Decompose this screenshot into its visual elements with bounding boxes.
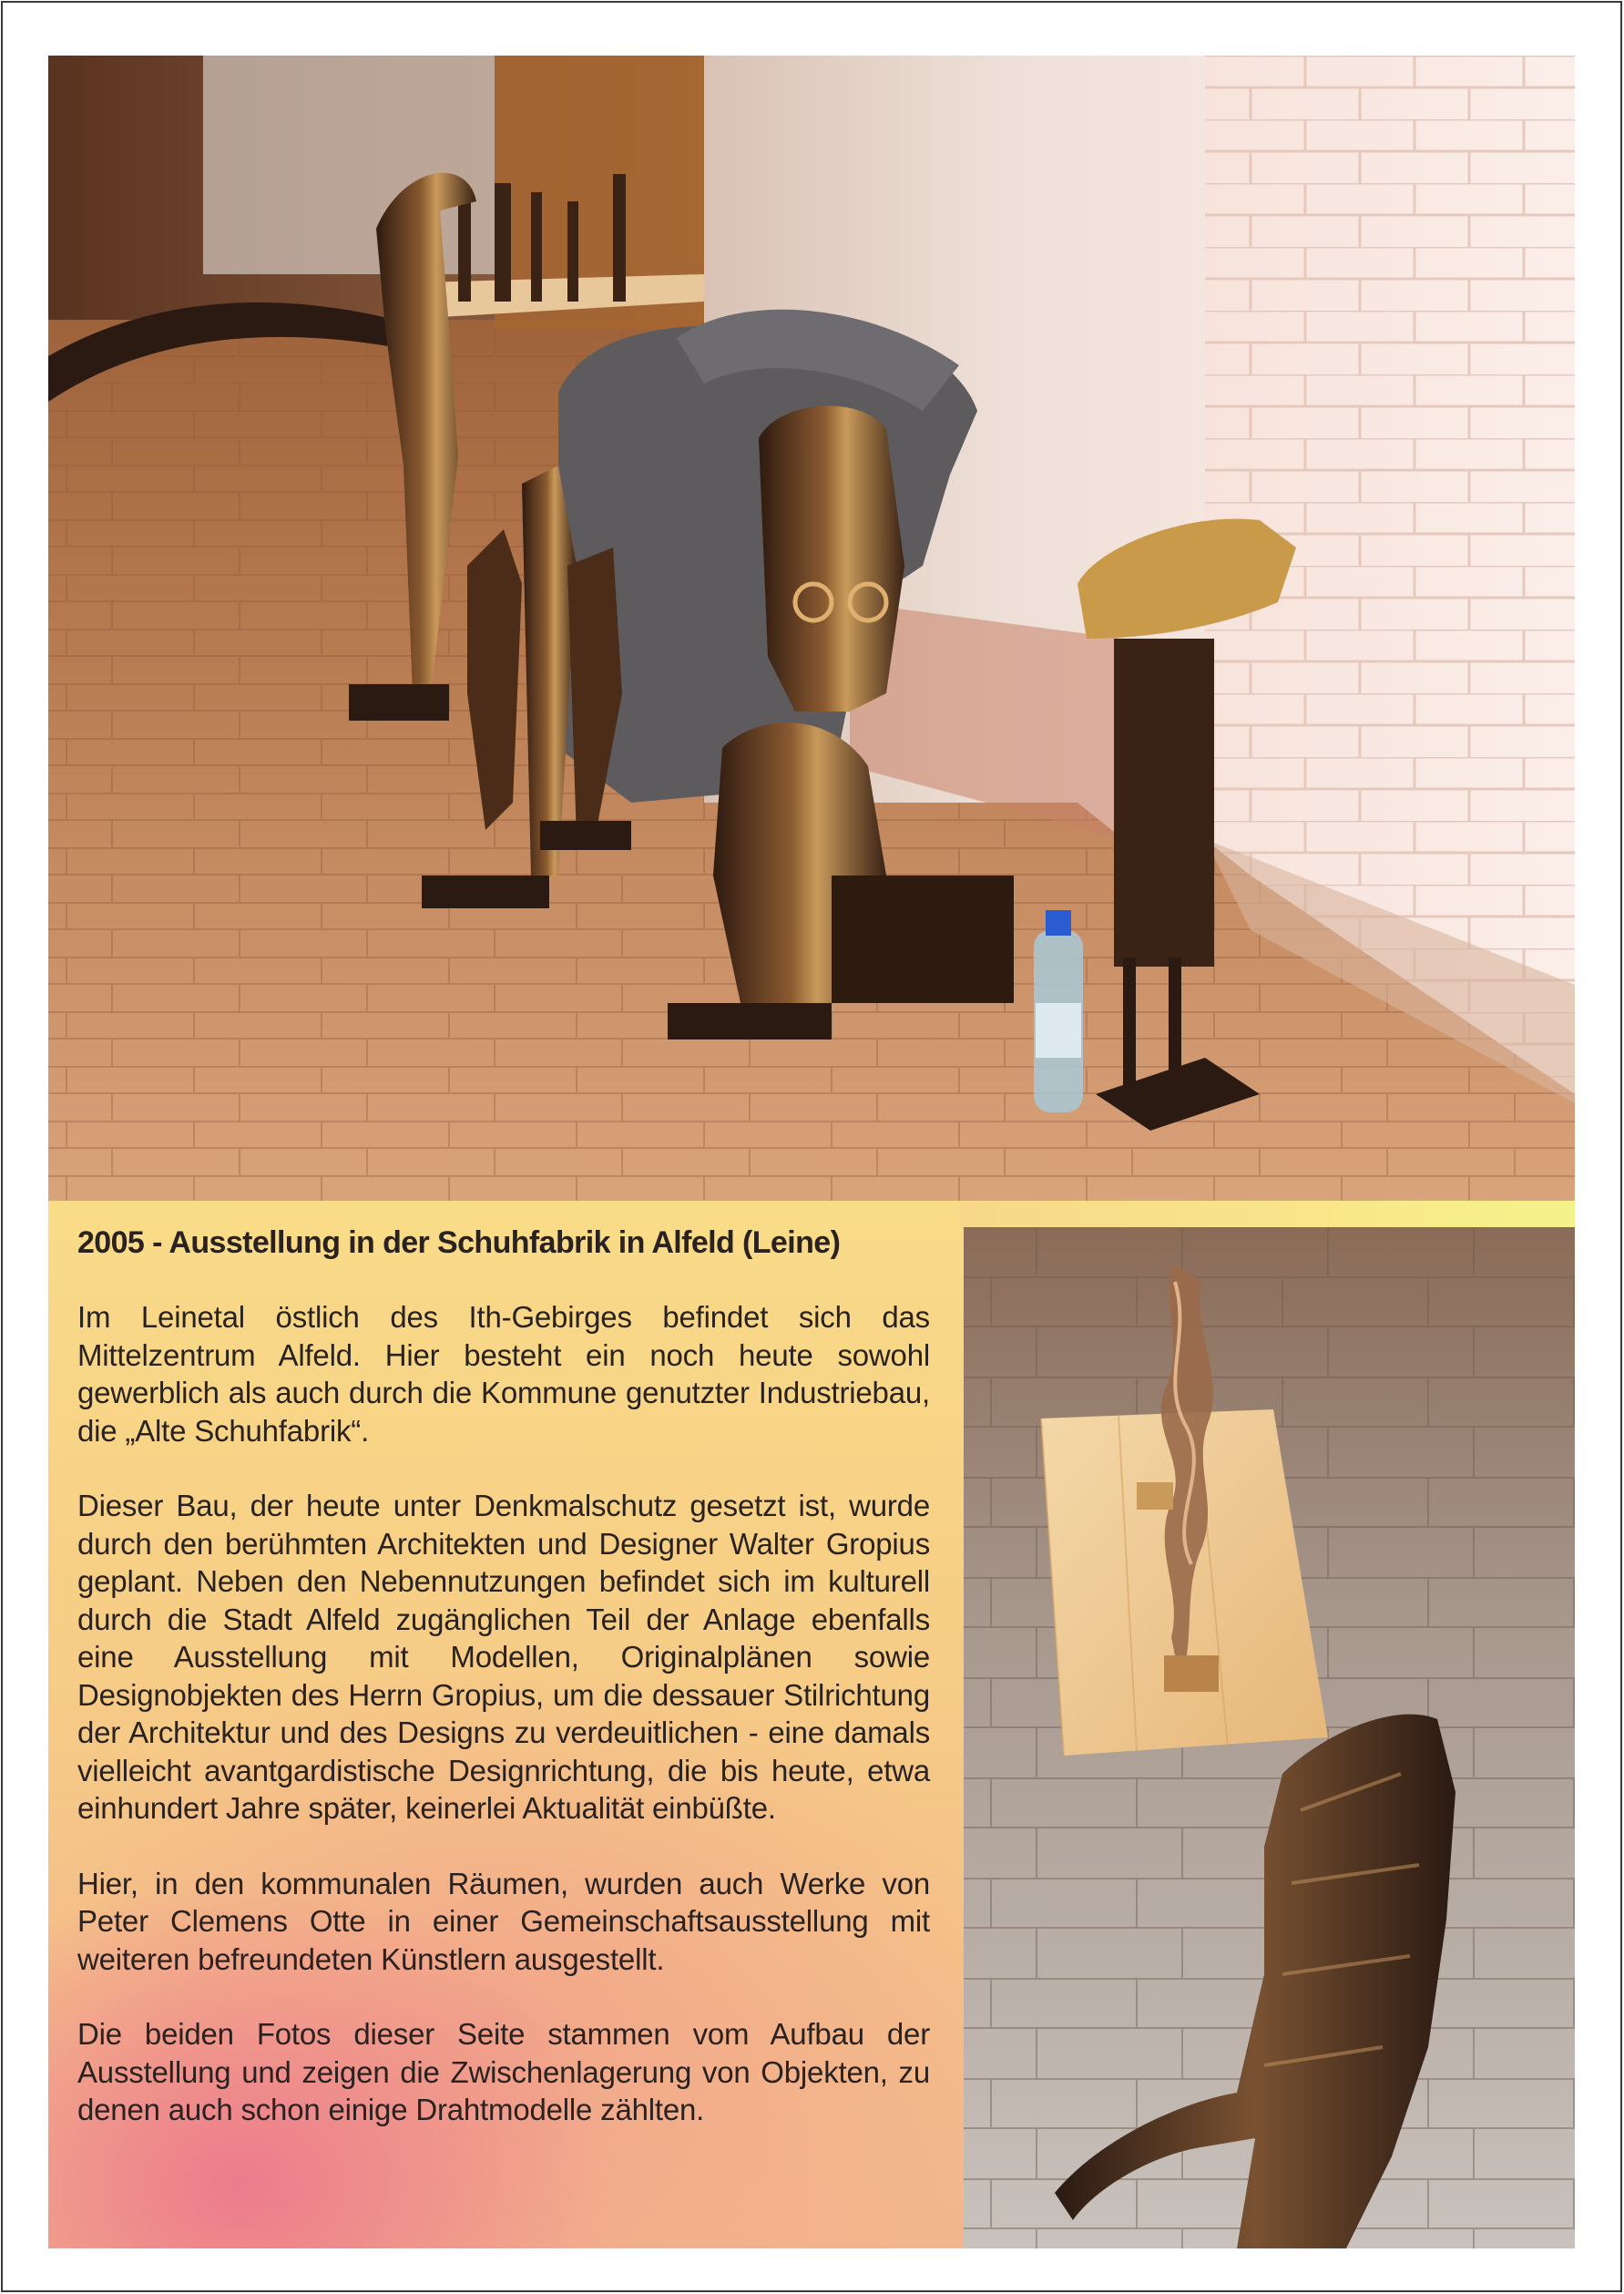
top-photo-illustration (48, 56, 1575, 1201)
article (77, 1224, 930, 2129)
band-strip (959, 1201, 1575, 1228)
side-photo-wire-model (964, 1227, 1575, 2248)
paragraph-intro: Im Leinetal östlich des Ith-Gebirges befindet sich das Mittelzentrum Alfeld. Hier besteht ein noch heute sowohl gewerblich als auch durch die Kommune genutzter Industriebau, die „Alte Schuhfabrik“. (77, 1300, 930, 1448)
article-title: 2005 - Ausstellung in der Schuhfabrik in Alfeld (Leine) (77, 1225, 841, 1260)
paragraph-exhibition: Hier, in den kommunalen Räumen, wurden auch Werke von Peter Clemens Otte in einer Gemeinschaftsausstellung mit weiteren befreundeten Künstlern ausgestellt. (77, 1866, 930, 1976)
paragraph-photos: Die beiden Fotos dieser Seite stammen vom Aufbau der Ausstellung und zeigen die Zwischenlagerung von Objekten, zu denen auch schon einige Drahtmodelle zählten. (77, 2017, 930, 2126)
paragraph-gropius: Dieser Bau, der heute unter Denkmalschutz gesetzt ist, wurde durch den berühmten Architekten und Designer Walter Gropius geplant. Neben den Nebennutzungen befindet sich im kulturell durch die Stadt Alfeld zugänglichen Teil der Anlage ebenfalls eine Ausstellung mit Modellen, Originalplänen sowie Designobjekten des Herrn Gropius, um die dessauer Stilrichtung der Architektur und des Designs zu verdeuitlichen - eine damals vielleicht avantgardistische Designrichtung, die bis heute, etwa einhundert Jahre später, keinerlei Aktualität einbüßte. (77, 1489, 930, 1825)
side-photo-illustration (964, 1227, 1575, 2248)
top-photo-sculptures (48, 56, 1575, 1201)
